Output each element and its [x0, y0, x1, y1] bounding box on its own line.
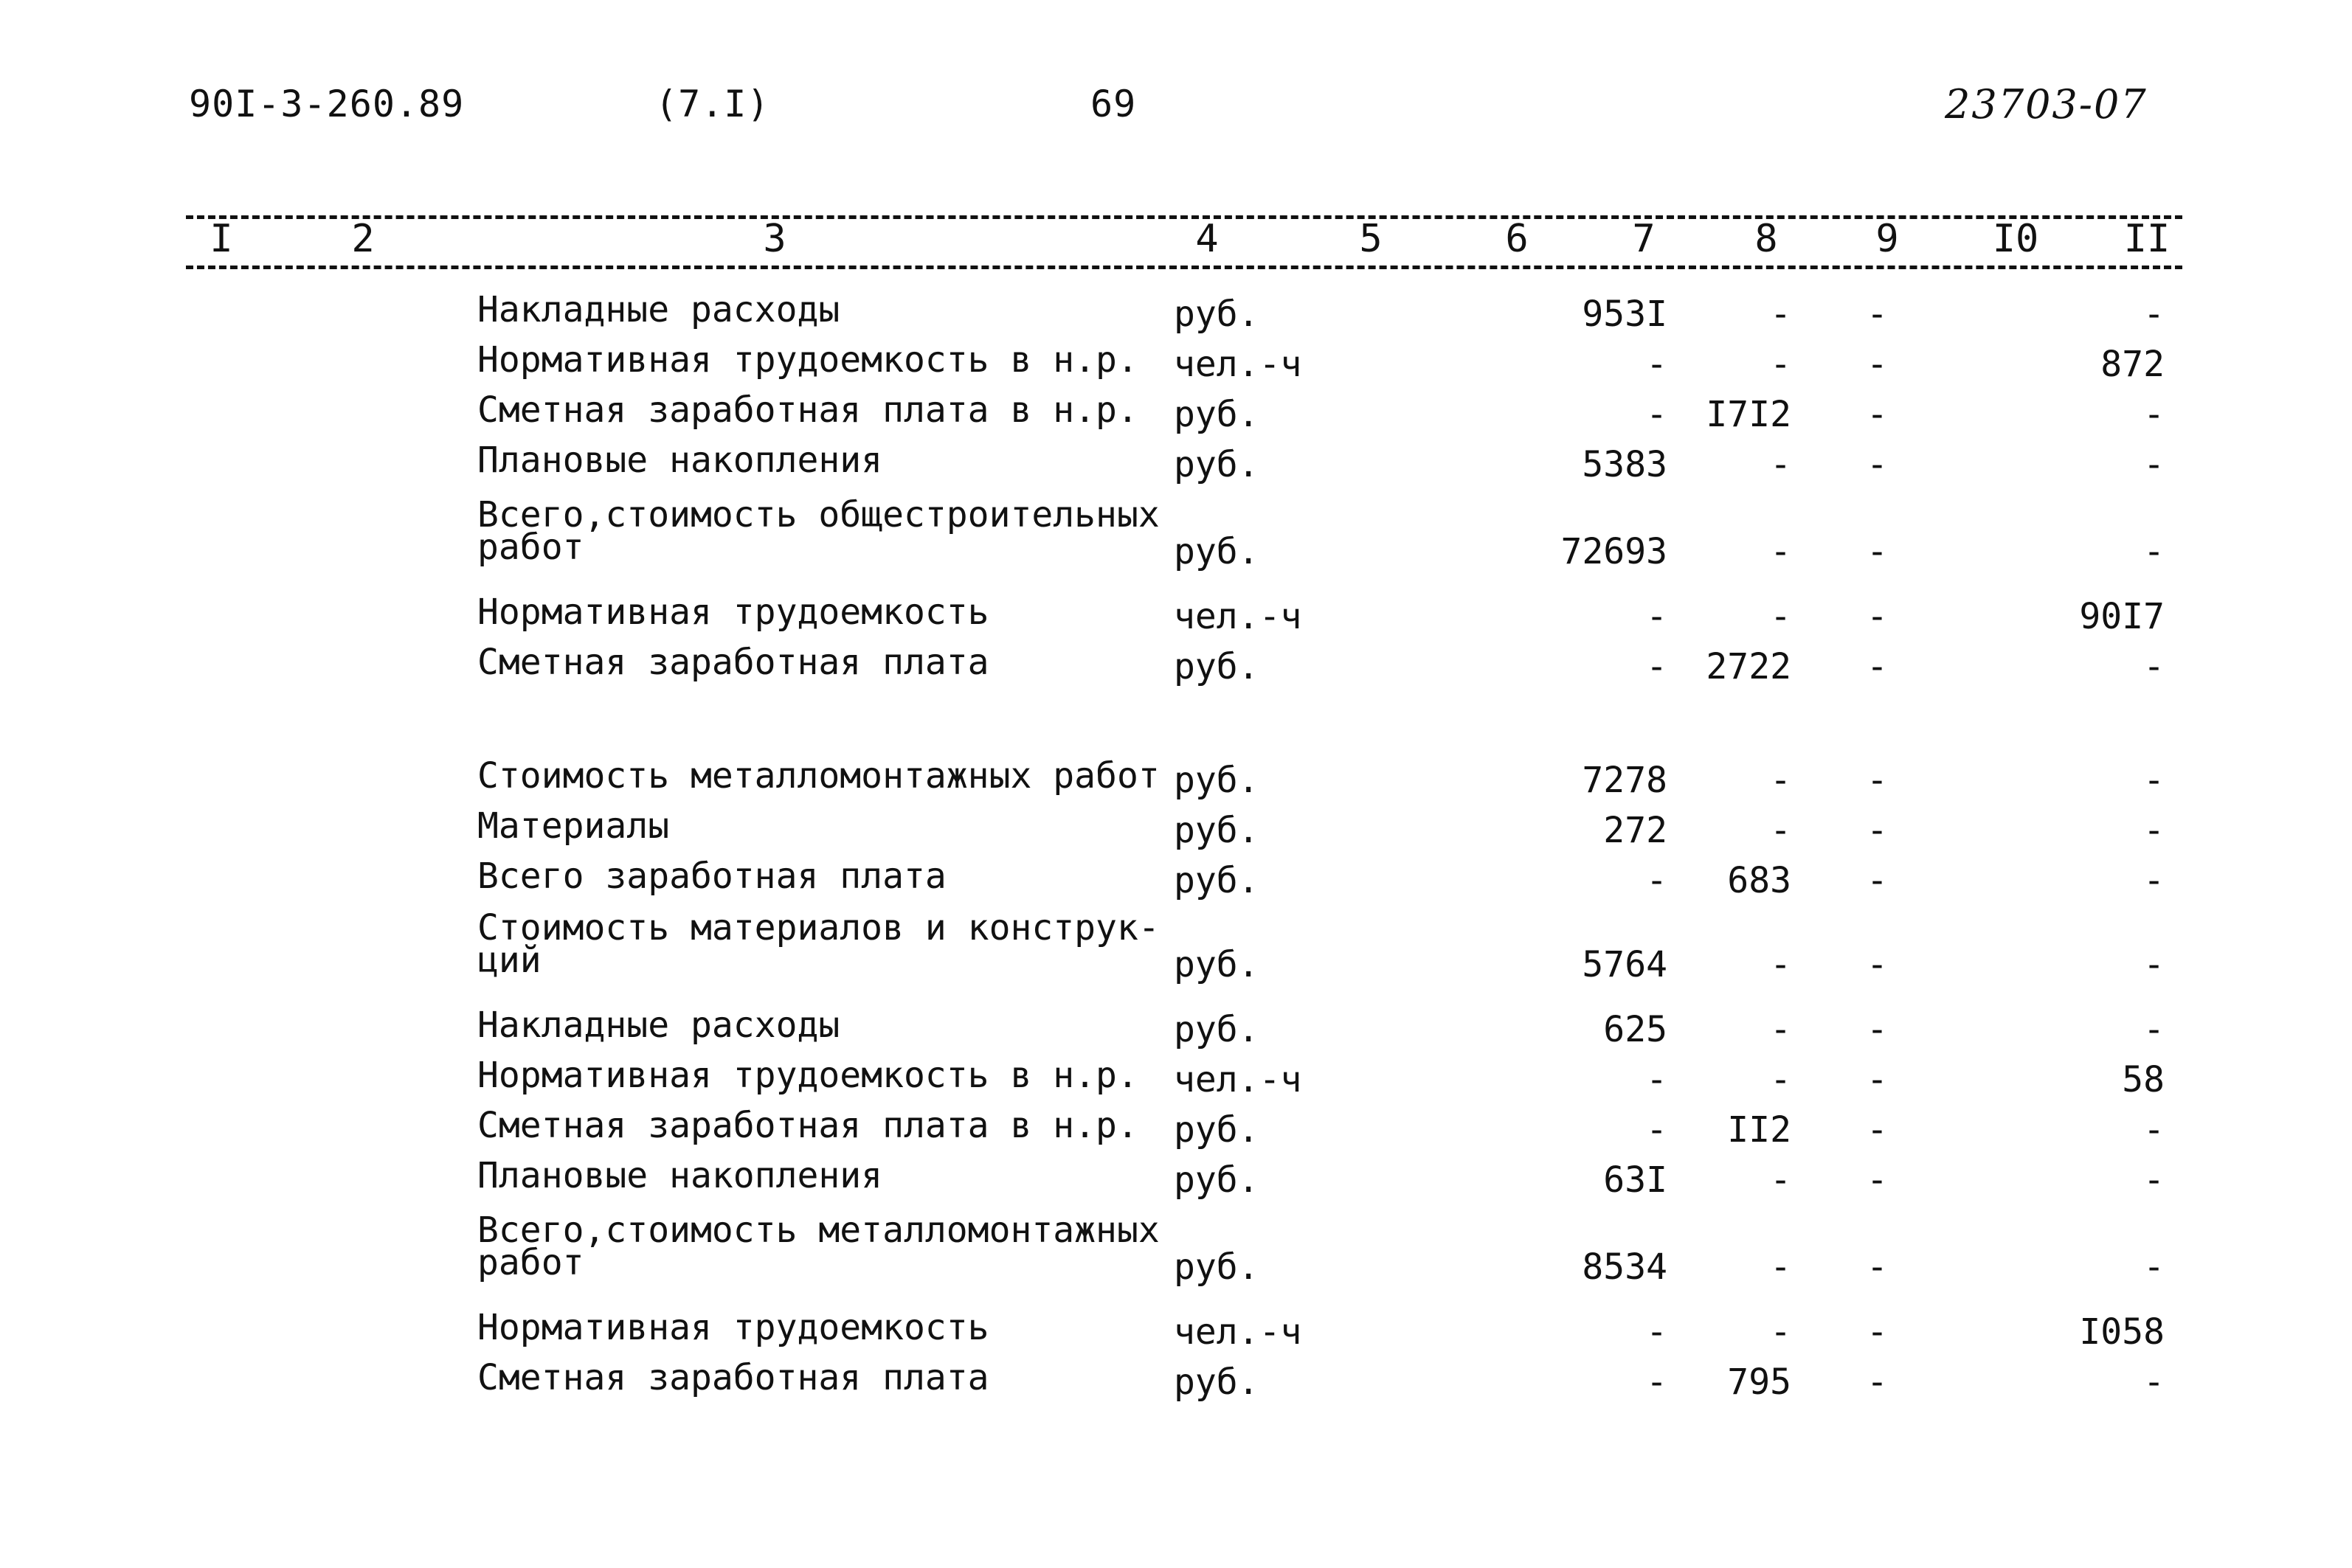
- column-number-9: 9: [1875, 217, 1899, 261]
- row-cost-col7: 625: [1603, 1009, 1667, 1050]
- row-unit: чел.-ч: [1174, 596, 1302, 637]
- column-number-5: 5: [1359, 217, 1383, 261]
- row-labor-col11: -: [2143, 860, 2165, 901]
- row-wage-col8: -: [1770, 1311, 1791, 1353]
- row-labor-col11: -: [2143, 1159, 2165, 1201]
- row-col9: -: [1867, 596, 1888, 637]
- row-labor-col11: -: [2143, 810, 2165, 851]
- row-labor-col11: 90I7: [2079, 596, 2165, 637]
- row-unit: руб.: [1174, 760, 1259, 801]
- row-cost-col7: -: [1646, 1361, 1667, 1403]
- row-wage-col8: I7I2: [1706, 394, 1791, 435]
- row-description: Нормативная трудоемкость: [477, 1307, 989, 1348]
- row-col9: -: [1867, 444, 1888, 485]
- row-wage-col8: 683: [1727, 860, 1791, 901]
- row-cost-col7: 5764: [1582, 944, 1667, 985]
- row-wage-col8: -: [1770, 1246, 1791, 1288]
- row-unit: руб.: [1174, 444, 1259, 485]
- row-col9: -: [1867, 531, 1888, 572]
- row-labor-col11: -: [2143, 760, 2165, 801]
- section-reference: (7.I): [655, 83, 770, 125]
- row-description: Всего,стоимость металломонтажных работ: [477, 1210, 1160, 1283]
- row-labor-col11: -: [2143, 294, 2165, 335]
- row-labor-col11: I058: [2079, 1311, 2165, 1353]
- row-unit: руб.: [1174, 810, 1259, 851]
- column-number-11: II: [2123, 217, 2171, 261]
- row-description: Сметная заработная плата: [477, 642, 989, 683]
- row-cost-col7: 272: [1603, 810, 1667, 851]
- row-unit: чел.-ч: [1174, 1059, 1302, 1100]
- row-wage-col8: -: [1770, 596, 1791, 637]
- row-wage-col8: -: [1770, 810, 1791, 851]
- row-col9: -: [1867, 1109, 1888, 1151]
- row-unit: руб.: [1174, 294, 1259, 335]
- row-description: Стоимость материалов и конструк- ций: [477, 907, 1160, 981]
- column-number-10: I0: [1992, 217, 2039, 261]
- row-wage-col8: -: [1770, 444, 1791, 485]
- row-cost-col7: 5383: [1582, 444, 1667, 485]
- row-labor-col11: 872: [2100, 344, 2165, 385]
- row-labor-col11: -: [2143, 444, 2165, 485]
- column-number-1: I: [210, 217, 233, 261]
- row-description: Материалы: [477, 805, 670, 847]
- row-col9: -: [1867, 1361, 1888, 1403]
- row-cost-col7: -: [1646, 1311, 1667, 1353]
- row-col9: -: [1867, 294, 1888, 335]
- row-description: Нормативная трудоемкость: [477, 592, 989, 633]
- row-col9: -: [1867, 860, 1888, 901]
- row-col9: -: [1867, 1059, 1888, 1100]
- row-unit: руб.: [1174, 1009, 1259, 1050]
- row-unit: руб.: [1174, 646, 1259, 687]
- row-col9: -: [1867, 760, 1888, 801]
- row-wage-col8: 2722: [1706, 646, 1791, 687]
- row-col9: -: [1867, 1009, 1888, 1050]
- column-number-3: 3: [763, 217, 786, 261]
- row-unit: руб.: [1174, 394, 1259, 435]
- row-description: Плановые накопления: [477, 440, 883, 481]
- row-description: Сметная заработная плата: [477, 1357, 989, 1398]
- row-wage-col8: -: [1770, 944, 1791, 985]
- row-wage-col8: -: [1770, 531, 1791, 572]
- row-labor-col11: -: [2143, 944, 2165, 985]
- row-description: Всего,стоимость общестроительных работ: [477, 494, 1160, 568]
- document-code: 90I-3-260.89: [189, 83, 465, 125]
- row-cost-col7: -: [1646, 394, 1667, 435]
- row-cost-col7: 63I: [1603, 1159, 1667, 1201]
- row-labor-col11: 58: [2122, 1059, 2165, 1100]
- column-number-8: 8: [1754, 217, 1778, 261]
- row-cost-col7: -: [1646, 344, 1667, 385]
- row-wage-col8: II2: [1727, 1109, 1791, 1151]
- row-wage-col8: -: [1770, 344, 1791, 385]
- row-wage-col8: -: [1770, 760, 1791, 801]
- row-wage-col8: -: [1770, 1009, 1791, 1050]
- row-unit: чел.-ч: [1174, 1311, 1302, 1353]
- row-unit: руб.: [1174, 531, 1259, 572]
- row-col9: -: [1867, 1159, 1888, 1201]
- row-wage-col8: 795: [1727, 1361, 1791, 1403]
- row-unit: руб.: [1174, 1159, 1259, 1201]
- row-cost-col7: 7278: [1582, 760, 1667, 801]
- row-unit: руб.: [1174, 860, 1259, 901]
- row-cost-col7: -: [1646, 1109, 1667, 1151]
- row-col9: -: [1867, 1311, 1888, 1353]
- column-number-7: 7: [1632, 217, 1656, 261]
- row-col9: -: [1867, 394, 1888, 435]
- row-unit: руб.: [1174, 1109, 1259, 1151]
- row-unit: чел.-ч: [1174, 344, 1302, 385]
- row-description: Накладные расходы: [477, 289, 840, 330]
- row-description: Стоимость металломонтажных работ: [477, 755, 1160, 797]
- row-col9: -: [1867, 646, 1888, 687]
- row-description: Нормативная трудоемкость в н.р.: [477, 1055, 1138, 1096]
- handwritten-stamp-number: 23703-07: [1945, 81, 2148, 128]
- row-col9: -: [1867, 810, 1888, 851]
- row-description: Сметная заработная плата в н.р.: [477, 1105, 1138, 1146]
- row-labor-col11: -: [2143, 531, 2165, 572]
- row-cost-col7: -: [1646, 646, 1667, 687]
- row-labor-col11: -: [2143, 646, 2165, 687]
- column-number-4: 4: [1195, 217, 1219, 261]
- row-labor-col11: -: [2143, 1109, 2165, 1151]
- row-col9: -: [1867, 344, 1888, 385]
- row-labor-col11: -: [2143, 394, 2165, 435]
- row-labor-col11: -: [2143, 1246, 2165, 1288]
- column-number-2: 2: [351, 217, 375, 261]
- row-unit: руб.: [1174, 944, 1259, 985]
- row-unit: руб.: [1174, 1361, 1259, 1403]
- row-labor-col11: -: [2143, 1009, 2165, 1050]
- row-cost-col7: -: [1646, 596, 1667, 637]
- row-cost-col7: 953I: [1582, 294, 1667, 335]
- page-number: 69: [1090, 83, 1137, 125]
- row-wage-col8: -: [1770, 1059, 1791, 1100]
- row-cost-col7: -: [1646, 860, 1667, 901]
- row-cost-col7: -: [1646, 1059, 1667, 1100]
- row-description: Нормативная трудоемкость в н.р.: [477, 339, 1138, 381]
- row-description: Всего заработная плата: [477, 856, 947, 897]
- row-wage-col8: -: [1770, 294, 1791, 335]
- row-labor-col11: -: [2143, 1361, 2165, 1403]
- column-number-6: 6: [1505, 217, 1529, 261]
- row-col9: -: [1867, 1246, 1888, 1288]
- table-header-bottom-rule: [186, 266, 2182, 269]
- row-col9: -: [1867, 944, 1888, 985]
- row-cost-col7: 8534: [1582, 1246, 1667, 1288]
- row-wage-col8: -: [1770, 1159, 1791, 1201]
- row-description: Плановые накопления: [477, 1155, 883, 1196]
- row-description: Сметная заработная плата в н.р.: [477, 389, 1138, 431]
- row-cost-col7: 72693: [1560, 531, 1667, 572]
- row-description: Накладные расходы: [477, 1005, 840, 1046]
- row-unit: руб.: [1174, 1246, 1259, 1288]
